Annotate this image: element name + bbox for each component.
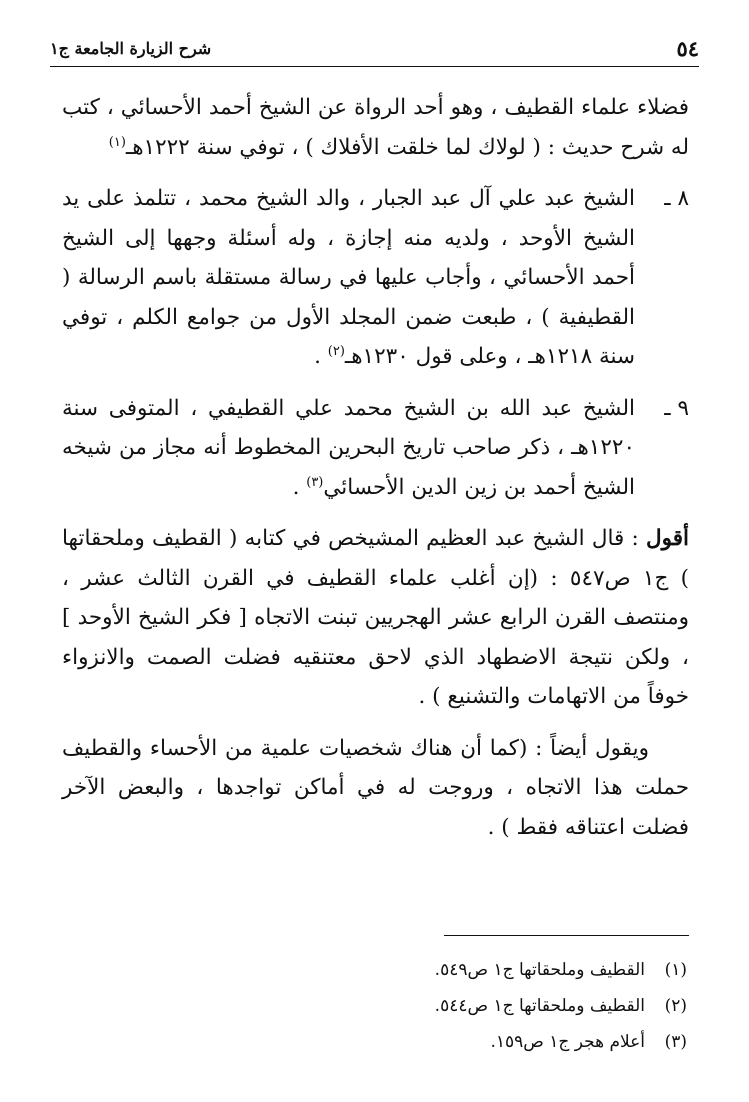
footnote-ref-1: (١): [108, 134, 126, 150]
item-text: [62, 179, 635, 377]
paragraph-yaqul: [62, 729, 689, 848]
item-tail: .: [292, 474, 307, 500]
footnote-number: (٢): [664, 996, 687, 1016]
footnote-separator: [444, 935, 689, 936]
item-tail: .: [314, 344, 328, 369]
item-text: [62, 389, 635, 508]
paragraph-aqul: [62, 519, 689, 717]
list-item-8: [62, 179, 689, 377]
footnote-2: [62, 988, 687, 1024]
page-header: [50, 30, 699, 67]
page-number: ٥٤: [676, 35, 699, 61]
item-number: ٨ ـ: [664, 186, 689, 211]
footnote-ref-3: (٣): [306, 474, 324, 490]
item-body: الشيخ عبد علي آل عبد الجبار ، والد الشيخ محمد ، تتلمذ على يد الشيخ الأوحد ، ولديه منه إجازة ، وله أسئلة وجهها إلى الشيخ أحمد الأحسائي ، وأجاب عليها في رسالة مستقلة باسم الرسالة ( القطيفية ) ، طبعت ضمن المجلد الأول من جوامع الكلم ، توفي سنة ١٢١٨هـ ، وعلى قول ١٢٣٠هـ: [62, 186, 635, 369]
item-body: الشيخ عبد الله بن الشيخ محمد علي القطيفي ، المتوفى سنة ١٢٢٠هـ ، ذكر صاحب تاريخ البحرين المخطوط أنه مجاز من شيخه الشيخ أحمد بن زين الدين الأحسائي: [62, 395, 635, 500]
paragraph-lead: أقول: [646, 526, 689, 551]
footnote-3: [62, 1024, 687, 1060]
footnote-text: القطيف وملحقاتها ج١ ص٥٤٩.: [434, 960, 645, 980]
item-number: ٩ ـ: [664, 395, 689, 421]
footnote-ref-2: (٢): [327, 343, 345, 359]
paragraph-text: : قال الشيخ عبد العظيم المشيخص في كتابه ( القطيف وملحقاتها ) ج١ ص٥٤٧ : (إن أغلب علماء القطيف في القرن الثالث عشر ، ومنتصف القرن الرابع عشر الهجريين تبنت الاتجاه [ فكر الشيخ الأوحد ] ، ولكن نتيجة الاضطهاد الذي لاحق معتنقيه فضلت الصمت والانزواء خوفاً من الاتهامات والتشنيع ) .: [62, 526, 690, 709]
footnote-number: (٣): [664, 1032, 687, 1052]
footnote-text: القطيف وملحقاتها ج١ ص٥٤٤.: [434, 996, 645, 1016]
footnote-number: (١): [664, 960, 687, 980]
list-item-9: [62, 389, 689, 508]
running-title: شرح الزيارة الجامعة ج١: [50, 38, 212, 58]
footnote-1: [62, 952, 687, 988]
body-text: [62, 88, 689, 859]
paragraph-text: فضلاء علماء القطيف ، وهو أحد الرواة عن الشيخ أحمد الأحسائي ، كتب له شرح حديث : ( لولاك لما خلقت الأفلاك ) ، توفي سنة ١٢٢٢هـ: [62, 95, 689, 160]
footnotes: [62, 952, 687, 1060]
paragraph-text: ويقول أيضاً : (كما أن هناك شخصيات علمية من الأحساء والقطيف حملت هذا الاتجاه ، وروجت له في أماكن تواجدها ، والبعض الآخر فضلت اعتناقه فقط ) .: [62, 735, 689, 840]
paragraph-continuation: [62, 88, 689, 167]
footnote-text: أعلام هجر ج١ ص١٥٩.: [490, 1032, 645, 1052]
